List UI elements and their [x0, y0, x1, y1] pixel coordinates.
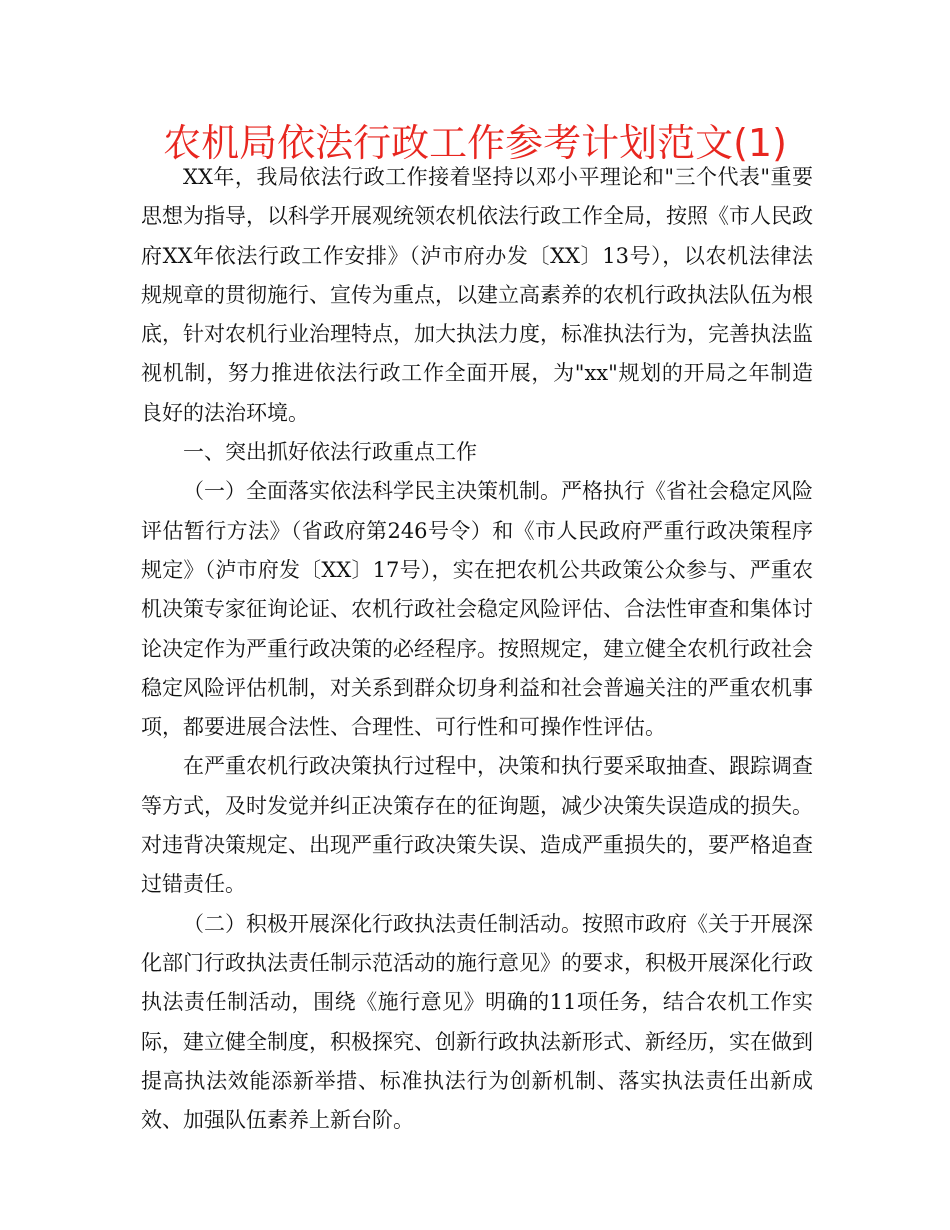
document-title: 农机局依法行政工作参考计划范文(1) — [163, 121, 787, 165]
section-heading-1: 一、突出抓好依法行政重点工作 — [183, 440, 477, 465]
paragraph-decision-execution: 在严重农机行政决策执行过程中，决策和执行要采取抽查、跟踪调查等方式，及时发觉并纠正决策存在的征询题，减少决策失误造成的损失。对违背决策规定、出现严重行政决策失误、造成严重损失的，要严格追查过错责任。 — [141, 754, 813, 897]
paragraph-enforcement-responsibility: （二）积极开展深化行政执法责任制活动。按照市政府《关于开展深化部门行政执法责任制示范活动的施行意见》的要求，积极开展深化行政执法责任制活动，围绕《施行意见》明确的11项任务，结合农机工作实际，建立健全制度，积极探究、创新行政执法新形式、新经历，实在做到提高执法效能添新举措、标准执法行为创新机制、落实执法责任出新成效、加强队伍素养上新台阶。 — [141, 911, 813, 1133]
document-body — [141, 158, 813, 1140]
paragraph-intro: XX年，我局依法行政工作接着坚持以邓小平理论和"三个代表"重要思想为指导，以科学开展观统领农机依法行政工作全局，按照《市人民政府XX年依法行政工作安排》（泸市府办发〔XX〕13号），以农机法律法规规章的贯彻施行、宣传为重点，以建立高素养的农机行政执法队伍为根底，针对农机行业治理特点，加大执法力度，标准执法行为，完善执法监视机制，努力推进依法行政工作全面开展，为"xx"规划的开局之年制造良好的法治环境。 — [141, 165, 813, 425]
paragraph-decision-mechanism: （一）全面落实依法科学民主决策机制。严格执行《省社会稳定风险评估暂行方法》（省政府第246号令）和《市人民政府严重行政决策程序规定》（泸市府发〔XX〕17号），实在把农机公共政策公众参与、严重农机决策专家征询论证、农机行政社会稳定风险评估、合法性审查和集体讨论决定作为严重行政决策的必经程序。按照规定，建立健全农机行政社会稳定风险评估机制，对关系到群众切身利益和社会普遍关注的严重农机事项，都要进展合法性、合理性、可行性和可操作性评估。 — [141, 479, 813, 740]
